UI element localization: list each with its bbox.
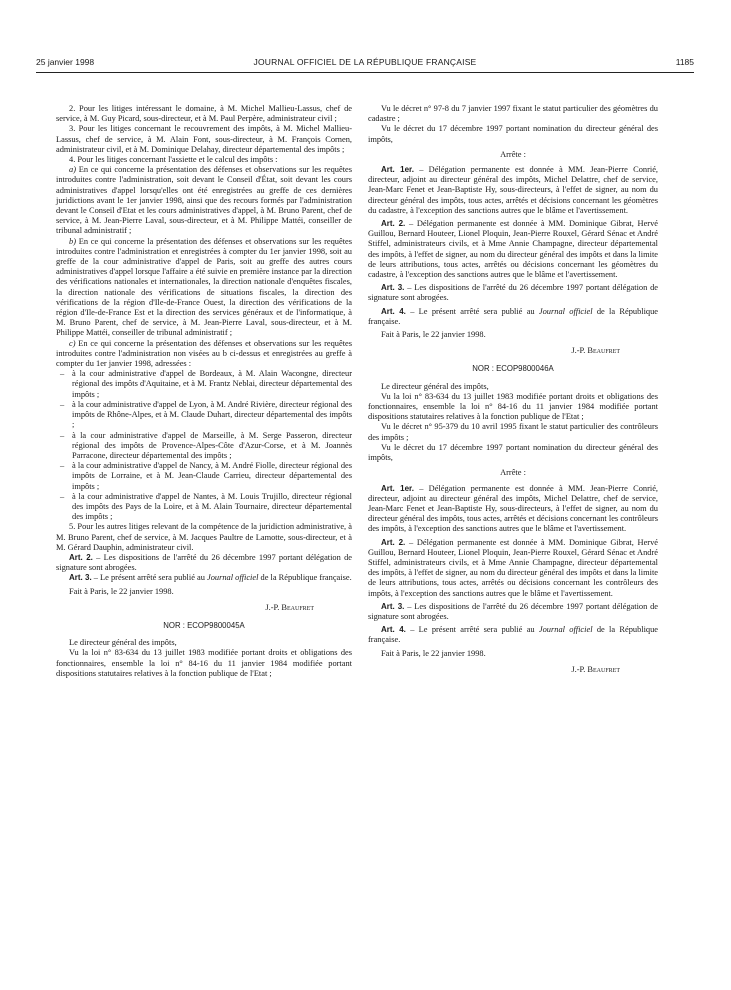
paragraph: 5. Pour les autres litiges relevant de la compétence de la juridiction administrative, à M. Bruno Parent, chef de service, à M. Jacques Paultre de Lamotte, sous-directeur, et à M. Gérard Dauphin, administrateur civil. [56,522,352,552]
paragraph: Vu le décret n° 97-8 du 7 janvier 1997 fixant le statut particulier des géomètres du cadastre ; [368,104,658,124]
paragraph: Le directeur général des impôts, [69,638,177,648]
paragraph: Vu la loi n° 83-634 du 13 juillet 1983 modifiée portant droits et obligations des fonctionnaires, ensemble la loi n° 84-16 du 11 janvier 1984 modifiée portant dispositions statutaires relatives à la fonction publique de l'Etat ; [56,648,352,678]
page-number: 1185 [675,57,694,67]
item-label: c) [69,338,76,348]
paragraph: 2. Pour les litiges intéressant le domaine, à M. Michel Mallieu-Lassus, chef de service, à M. Guy Picard, sous-directeur, et à M. Paul Perpère, administrateur civil ; [56,104,352,124]
article [368,538,658,599]
paragraph: Vu le décret n° 95-379 du 10 avril 1995 fixant le statut particulier des contrôleurs des impôts ; [368,422,658,442]
list-item: – à la cour administrative d'appel de Nancy, à M. André Fiolle, directeur régional des impôts de Lorraine, et à M. Jean-Claude Carrieu, directeur départemental des impôts ; [72,461,352,492]
list-item: – à la cour administrative d'appel de Nantes, à M. Louis Trujillo, directeur régional des impôts des Pays de la Loire, et à M. Alain Tournaire, directeur départemental des impôts ; [72,492,352,523]
paragraph: Vu la loi n° 83-634 du 13 juillet 1983 modifiée portant droits et obligations des fonctionnaires, ensemble la loi n° 84-16 du 11 janvier 1984 modifiée portant dispositions statutaires relatives à la fonction publique de l'Etat ; [368,391,658,422]
paragraph-text: En ce qui concerne la présentation des défenses et observations sur les requêtes introduites contre l'administration, soit devant le Conseil d'État, soit devant les cours administratives d'appel lorsqu'elles ont été enregistrées au greffe de ces dernières juridictions avant le 1er janvier 1998, ainsi que des recours formés par l'administration devant le Conseil d'Etat et les cours administratives d'appel, à M. Bruno Parent, chef de service, à M. Jean-Pierre Laval, sous-directeur, et à M. Philippe Mattéi, conseiller de tribunal administratif ; [56,165,352,236]
article [368,484,658,535]
nor-reference: NOR : ECOP9800045A [163,620,245,630]
article-text: – Délégation permanente est donnée à MM. Dominique Gibrat, Hervé Guillou, Bernard Houteer, Lionel Ploquin, Jean-Pierre Rouxel, Gérard Sénac et André Stiffel, administrateurs civils, et à Mme Annie Champagne, directeur départemental des impôts, à l'effet de signer, au nom du directeur général des impôts et dans la limite de leurs attributions, tous actes, arrêtés ou décisions concernant les contrôleurs des impôts, à l'exception des sanctions autres que le blâme et l'avertissement. [368,537,659,598]
article [368,283,658,303]
journal-name: Journal officiel [538,306,593,316]
item-label: b) [69,236,76,246]
article-text: – Le présent arrêté sera publié au [405,306,539,316]
article [56,573,352,583]
list-item: – à la cour administrative d'appel de Marseille, à M. Serge Passeron, directeur régional des impôts de Provence-Alpes-Côte d'Azur-Corse, et à M. Joannès Parracone, directeur départemental des impôts ; [72,431,352,462]
journal-name: Journal officiel [207,573,259,583]
article-text: de la République française. [368,625,659,645]
item-label: a) [69,165,76,175]
article-text: – Les dispositions de l'arrêté du 26 décembre 1997 portant délégation de signature sont abrogées. [56,552,353,573]
article [368,165,658,216]
paragraph-text: En ce qui concerne la présentation des défenses et observations sur les requêtes introduites contre l'administration et enregistrées à compter du 1er janvier 1998, soit au greffe de la cour administrative d'appel de Paris, soit au greffe des autres cours administratives d'appel lorsque l'affaire a été suivie en première instance par la direction des vérifications nationales et internationales, la direction nationale d'enquêtes fiscales, la direction nationale des vérifications de situations fiscales, la direction des vérifications de la région d'Ile-de-France Ouest, la direction des vérifications de la région d'Ile-de-France Est et la direction des services généraux et de l'informatique, à M. Bruno Parent, chef de service, à M. Jean-Pierre Laval, sous-directeur, et à M. Philippe Mattéi, conseiller de tribunal administratif ; [56,236,352,338]
page-header [36,57,694,71]
date-line: Fait à Paris, le 22 janvier 1998. [381,330,486,340]
article-label: Art. 3. [381,283,405,293]
signature: J.-P. Beaufret [571,664,620,674]
list-item: – à la cour administrative d'appel de Bordeaux, à M. Alain Wacongne, directeur régional des impôts d'Aquitaine, et à M. Frantz Neblai, directeur départemental des impôts ; [72,369,352,400]
left-column [56,104,352,679]
article [368,219,658,280]
article-text: – Le présent arrêté sera publié au [91,573,208,583]
paragraph: 4. Pour les litiges concernant l'assiette et le calcul des impôts : [69,155,278,165]
article-label: Art. 2. [381,219,406,229]
journal-title: JOURNAL OFFICIEL DE LA RÉPUBLIQUE FRANÇAISE [253,57,477,67]
article-label: Art. 3. [381,601,405,611]
article [368,625,658,645]
article-label: Art. 2. [381,537,406,547]
paragraph-text: En ce qui concerne la présentation des défenses et observations sur les requêtes introduites contre l'administration non visées au b ci-dessus et enregistrées au greffe à compter du 1er janvier 1998, adressées : [56,338,352,369]
paragraph: 3. Pour les litiges concernant le recouvrement des impôts, à M. Michel Mallieu-Lassus, chef de service, à M. Alain Font, sous-directeur, à M. François Cornen, administrateur civil, et à M. Dominique Delahay, directeur départemental des impôts ; [56,124,352,154]
article [368,602,658,622]
header-rule [36,72,694,73]
article-text: – Les dispositions de l'arrêté du 26 décembre 1997 portant délégation de signature sont abrogées. [368,601,658,621]
date-line: Fait à Paris, le 22 janvier 1998. [381,648,486,658]
header-date: 25 janvier 1998 [36,57,95,67]
article-label: Art. 3. [69,573,92,583]
arrete-heading: Arrête : [500,149,526,159]
article-label: Art. 1er. [381,165,414,175]
paragraph: Vu le décret du 17 décembre 1997 portant nomination du directeur général des impôts, [368,442,658,463]
date-line: Fait à Paris, le 22 janvier 1998. [69,586,174,596]
article-text: – Délégation permanente est donnée à MM. Jean-Pierre Conrié, directeur, adjoint au directeur général des impôts, Michel Delattre, chef de service, Jean-Marc Fenet et Jean-Baptiste Hy, sous-directeurs, à l'effet de signer, au nom du directeur général des impôts, tous actes, arrêtés et décisions concernant les contrôleurs des impôts, à l'exception des sanctions autres que le blâme et l'avertissement. [368,483,658,534]
nor-reference: NOR : ECOP9800046A [472,364,554,374]
article-label: Art. 4. [381,306,406,316]
right-column [368,104,658,675]
journal-name: Journal officiel [538,625,593,635]
article-text: – Le présent arrêté sera publié au [405,625,539,635]
arrete-heading: Arrête : [500,468,526,478]
article-label: Art. 1er. [381,483,414,493]
paragraph: Vu le décret du 17 décembre 1997 portant nomination du directeur général des impôts, [368,124,658,144]
paragraph [56,165,352,236]
paragraph [56,339,352,370]
paragraph: Le directeur général des impôts, [381,381,489,391]
list-item: – à la cour administrative d'appel de Lyon, à M. André Rivière, directeur régional des impôts de Rhône-Alpes, et à M. Claude Duhart, directeur départemental des impôts ; [72,400,352,431]
article [368,307,658,327]
article-text: – Délégation permanente est donnée à MM. Jean-Pierre Conrié, directeur, adjoint au directeur général des impôts, Michel Delattre, chef de service, Jean-Marc Fenet et Jean-Baptiste Hy, sous-directeurs, à l'effet de signer, au nom du directeur général des impôts, tous actes, arrêtés et décisions concernant les géomètres du cadastre, à l'exception des sanctions autres que le blâme et l'avertissement. [368,165,658,215]
article-label: Art. 2. [69,552,93,562]
article-text: – Les dispositions de l'arrêté du 26 décembre 1997 portant délégation de signature sont abrogées. [368,283,658,303]
court-list [56,369,352,522]
article [56,553,352,573]
article-text: de la République française. [368,306,659,326]
signature: J.-P. Beaufret [571,346,620,356]
article-text: de la République française. [258,573,352,583]
paragraph [56,237,352,339]
signature: J.-P. Beaufret [265,602,314,612]
article-label: Art. 4. [381,625,406,635]
article-text: – Délégation permanente est donnée à MM. Dominique Gibrat, Hervé Guillou, Bernard Houteer, Lionel Ploquin, Jean-Pierre Rouxel, Gérard Sénac et André Stiffel, administrateurs civils, et à Mme Annie Champagne, directeur départemental des impôts, à l'effet de signer, au nom du directeur général des impôts et dans la limite de leurs attributions, tous actes, arrêtés ou décisions concernant les géomètres du cadastre, à l'exception des sanctions autres que le blâme et l'avertissement. [368,219,659,280]
